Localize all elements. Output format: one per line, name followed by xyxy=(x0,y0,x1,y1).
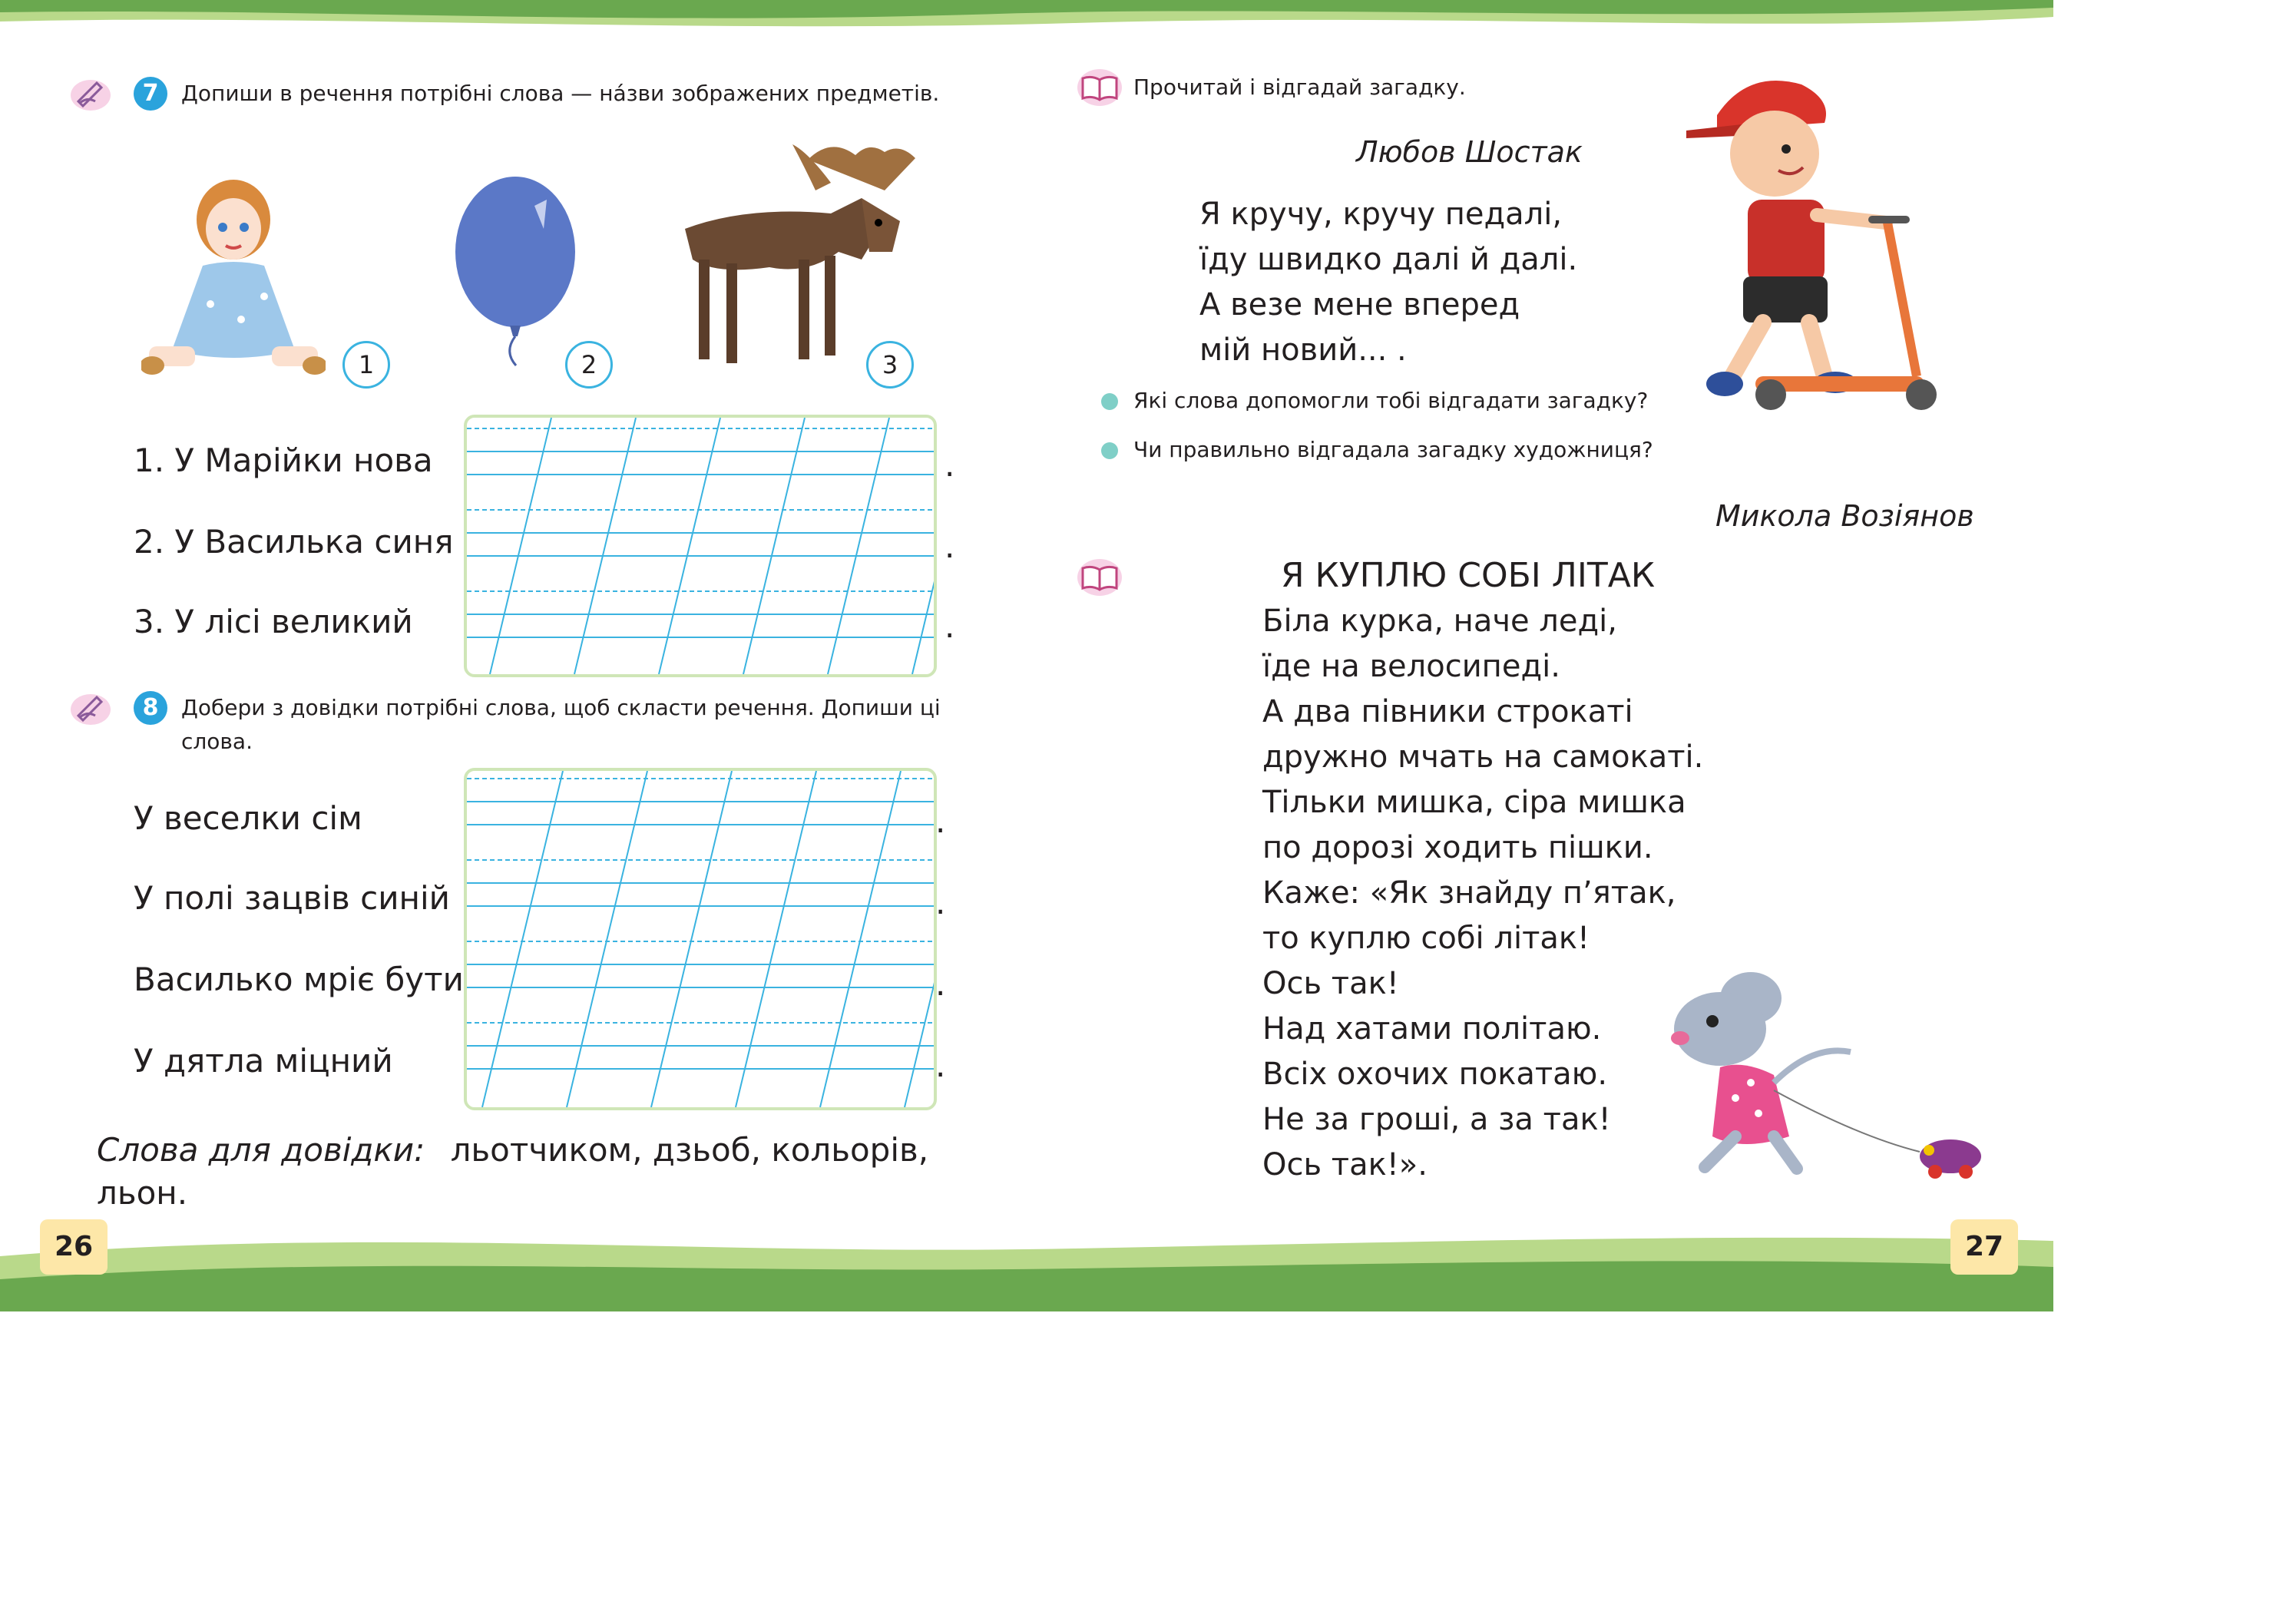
riddle-author: Любов Шостак xyxy=(1356,135,1583,169)
task-7-badge: 7 xyxy=(134,77,167,111)
riddle-line-1: Я кручу, кручу педалі, xyxy=(1199,197,1563,232)
poem-line-8: то куплю собі літак! xyxy=(1262,921,1590,956)
poem-line-4: дружно мчать на самокаті. xyxy=(1262,739,1704,775)
task-8-sentence-4: У дятла міцний xyxy=(134,1042,393,1080)
page-number-right: 27 xyxy=(1950,1219,2018,1275)
poem-line-9: Ось так! xyxy=(1262,966,1399,1001)
riddle-line-4: мій новий... . xyxy=(1199,332,1407,368)
page-number-left: 26 xyxy=(40,1219,108,1275)
poem-line-3: А два півники строкаті xyxy=(1262,694,1633,729)
riddle-line-2: їду швидко далі й далі. xyxy=(1199,242,1578,277)
poem-title: Я КУПЛЮ СОБІ ЛІТАК xyxy=(1281,556,1656,595)
task-7-sentence-3: 3. У лісі великий xyxy=(134,603,413,640)
task-7-sentence-2: 2. У Василька синя xyxy=(134,523,454,561)
sentence-end-dot: . xyxy=(935,884,946,921)
sentence-end-dot: . xyxy=(945,607,955,645)
task-8-sentence-1: У веселки сім xyxy=(134,799,362,837)
task-8-sentence-2: У полі зацвів синій xyxy=(134,879,450,917)
sentence-end-dot: . xyxy=(935,802,946,840)
riddle-question-2: Чи правильно відгадала загадку художниця? xyxy=(1133,437,1653,462)
riddle-line-3: А везе мене вперед xyxy=(1199,287,1520,322)
reference-label: Слова для довідки: xyxy=(97,1131,425,1169)
poem-line-10: Над хатами політаю. xyxy=(1262,1011,1602,1047)
reference-words-line-1: льотчиком, дзьоб, кольорів, xyxy=(450,1131,929,1169)
sentence-end-dot: . xyxy=(945,528,955,565)
boy-on-scooter-icon xyxy=(1663,69,1986,415)
task-7-writing-area[interactable] xyxy=(464,415,937,677)
open-book-icon xyxy=(1077,557,1123,597)
poem-line-1: Біла курка, наче леді, xyxy=(1262,604,1617,639)
mouse-with-toy-icon xyxy=(1659,967,2012,1182)
poem-line-13: Ось так!». xyxy=(1262,1147,1428,1182)
open-book-icon xyxy=(1077,68,1123,107)
poem-line-12: Не за гроші, а за так! xyxy=(1262,1102,1611,1137)
reference-words xyxy=(97,1129,928,1172)
riddle-instruction: Прочитай і відгадай загадку. xyxy=(1133,74,1466,100)
riddle-text xyxy=(1199,192,1577,373)
poem-line-2: їде на велосипеді. xyxy=(1262,649,1560,684)
picture-number-3: 3 xyxy=(866,341,914,389)
writing-hand-icon xyxy=(69,75,112,112)
poem-line-5: Тільки мишка, сіра мишка xyxy=(1262,785,1686,820)
task-8-sentence-3: Василько мріє бути xyxy=(134,961,464,998)
picture-number-2: 2 xyxy=(565,341,613,389)
task-8-writing-area[interactable] xyxy=(464,768,937,1110)
doll-icon xyxy=(141,174,326,389)
poem-line-7: Каже: «Як знайду п’ятак, xyxy=(1262,875,1676,911)
task-8-instruction-line-2: слова. xyxy=(181,729,253,754)
poem-line-6: по дорозі ходить пішки. xyxy=(1262,830,1653,865)
reference-words-line-2: льон. xyxy=(97,1174,188,1212)
task-8-writing-lines xyxy=(467,771,934,1107)
bottom-decorative-band xyxy=(0,1225,2053,1311)
task-7-instruction: Допиши в речення потрібні слова — на́зви зображених предметів. xyxy=(181,81,940,106)
task-7-writing-lines xyxy=(467,418,934,674)
poem-line-11: Всіх охочих покатаю. xyxy=(1262,1057,1608,1092)
sentence-end-dot: . xyxy=(935,965,946,1003)
picture-number-1: 1 xyxy=(342,341,390,389)
moose-icon xyxy=(654,137,946,375)
task-7-sentence-1: 1. У Марійки нова xyxy=(134,442,433,479)
task-8-instruction-line-1: Добери з довідки потрібні слова, щоб скласти речення. Допиши ці xyxy=(181,695,941,720)
question-bullet xyxy=(1101,393,1118,410)
balloon-icon xyxy=(450,175,581,367)
task-8-badge: 8 xyxy=(134,691,167,725)
question-bullet xyxy=(1101,442,1118,459)
top-decorative-band xyxy=(0,0,2053,46)
sentence-end-dot: . xyxy=(935,1047,946,1084)
writing-hand-icon xyxy=(69,690,112,726)
poem-author: Микола Возіянов xyxy=(1715,499,1974,533)
poem-text xyxy=(1262,599,1703,1188)
riddle-question-1: Які слова допомогли тобі відгадати загадку? xyxy=(1133,388,1649,413)
sentence-end-dot: . xyxy=(945,446,955,484)
